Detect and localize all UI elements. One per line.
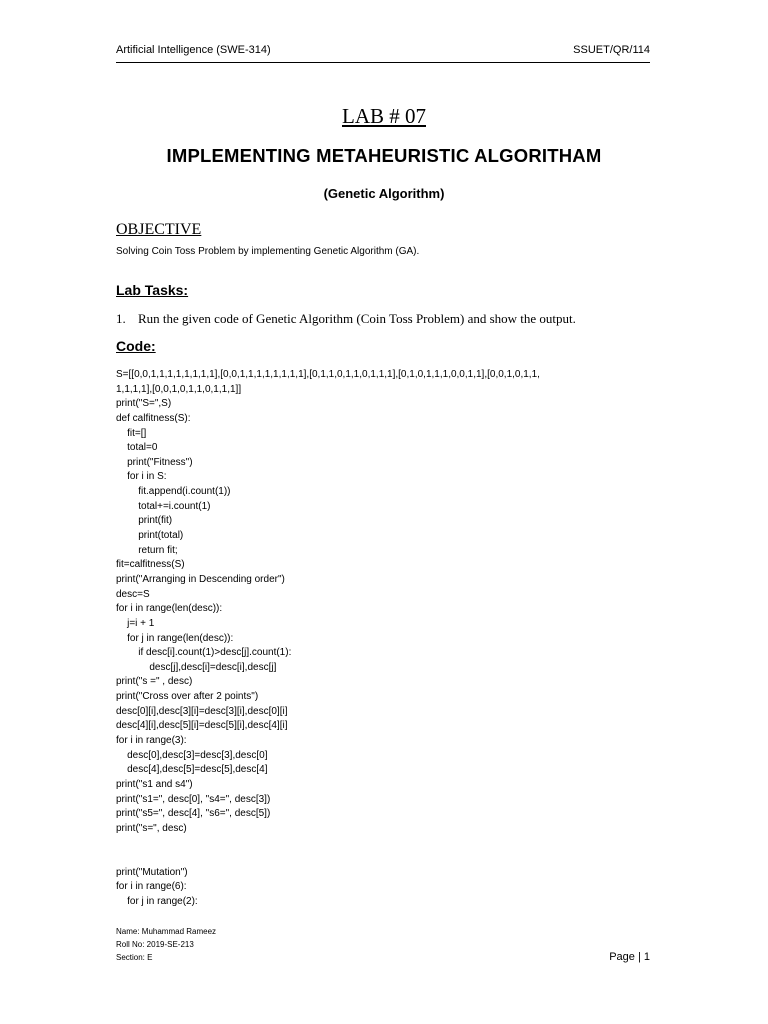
code-line: print("s1=", desc[0], "s4=", desc[3]) xyxy=(116,793,271,805)
code-line: print("S=",S) xyxy=(116,398,172,410)
code-line xyxy=(116,837,656,852)
code-line: print("s5=", desc[4], "s6=", desc[5]) xyxy=(116,808,271,820)
lab-tasks-heading: Lab Tasks: xyxy=(116,282,189,298)
code-line: print("s=", desc) xyxy=(116,822,187,834)
code-line: for i in range(len(desc)): xyxy=(116,603,223,615)
code-line: desc[0][i],desc[3][i]=desc[3][i],desc[0][i] xyxy=(116,705,288,717)
code-line: if desc[i].count(1)>desc[j].count(1): xyxy=(116,647,292,659)
code-line: print("s1 and s4") xyxy=(116,778,193,790)
objective-text: Solving Coin Toss Problem by implementing Genetic Algorithm (GA). xyxy=(116,246,420,257)
code-line: j=i + 1 xyxy=(116,617,155,629)
code-line: desc[4][i],desc[5][i]=desc[5][i],desc[4][i] xyxy=(116,720,288,732)
code-heading: Code: xyxy=(116,338,156,354)
page-title: IMPLEMENTING METAHEURISTIC ALGORITHAM xyxy=(166,145,602,166)
code-line: desc[4],desc[5]=desc[5],desc[4] xyxy=(116,764,268,776)
page-subtitle: (Genetic Algorithm) xyxy=(323,186,445,201)
code-line: for i in S: xyxy=(116,471,167,483)
code-line: print(total) xyxy=(116,530,184,542)
code-line: for j in range(len(desc)): xyxy=(116,632,234,644)
code-line: for j in range(2): xyxy=(116,896,198,908)
code-line: total+=i.count(1) xyxy=(116,500,211,512)
task-text: Run the given code of Genetic Algorithm (Coin Toss Problem) and show the output. xyxy=(138,311,576,326)
header-course: Artificial Intelligence (SWE-314) xyxy=(116,44,271,56)
code-line: return fit; xyxy=(116,544,178,556)
code-line: print("Mutation") xyxy=(116,866,188,878)
student-section: Section: E xyxy=(116,953,153,962)
code-line: print(fit) xyxy=(116,515,173,527)
objective-heading: OBJECTIVE xyxy=(116,221,202,238)
code-line: total=0 xyxy=(116,442,158,454)
code-line xyxy=(116,851,656,866)
page-header xyxy=(116,44,650,56)
student-info xyxy=(116,925,216,964)
header-doc-code: SSUET/QR/114 xyxy=(573,44,650,56)
code-line: print("Fitness") xyxy=(116,456,193,468)
lab-number: LAB # 07 xyxy=(342,104,426,128)
code-line: print("s =" , desc) xyxy=(116,676,193,688)
code-line: for i in range(6): xyxy=(116,881,187,893)
code-line: S=[[0,0,1,1,1,1,1,1,1,1],[0,0,1,1,1,1,1,1,1,1],[0,1,1,0,1,1,0,1,1,1],[0,1,0,1,1,1,0,0,1,1],[0,0,1,0,1,1, xyxy=(116,369,540,380)
code-line: fit.append(i.count(1)) xyxy=(116,486,231,498)
task-number: 1. xyxy=(116,311,126,326)
code-line: print("Cross over after 2 points") xyxy=(116,691,259,703)
header-divider xyxy=(116,62,650,63)
code-line: desc=S xyxy=(116,588,150,600)
page-number: Page | 1 xyxy=(609,951,650,963)
code-line: fit=calfitness(S) xyxy=(116,559,185,571)
code-block xyxy=(116,368,656,910)
student-name: Name: Muhammad Rameez xyxy=(116,927,217,936)
code-line: 1,1,1,1],[0,0,1,0,1,1,0,1,1,1]] xyxy=(116,383,242,395)
code-line: fit=[] xyxy=(116,427,147,439)
code-line: for i in range(3): xyxy=(116,735,187,747)
code-line: desc[0],desc[3]=desc[3],desc[0] xyxy=(116,749,268,761)
student-roll: Roll No: 2019-SE-213 xyxy=(116,940,194,949)
code-line: def calfitness(S): xyxy=(116,412,191,424)
task-item xyxy=(116,311,576,327)
code-line: desc[j],desc[i]=desc[i],desc[j] xyxy=(116,661,277,673)
code-line: print("Arranging in Descending order") xyxy=(116,573,285,585)
